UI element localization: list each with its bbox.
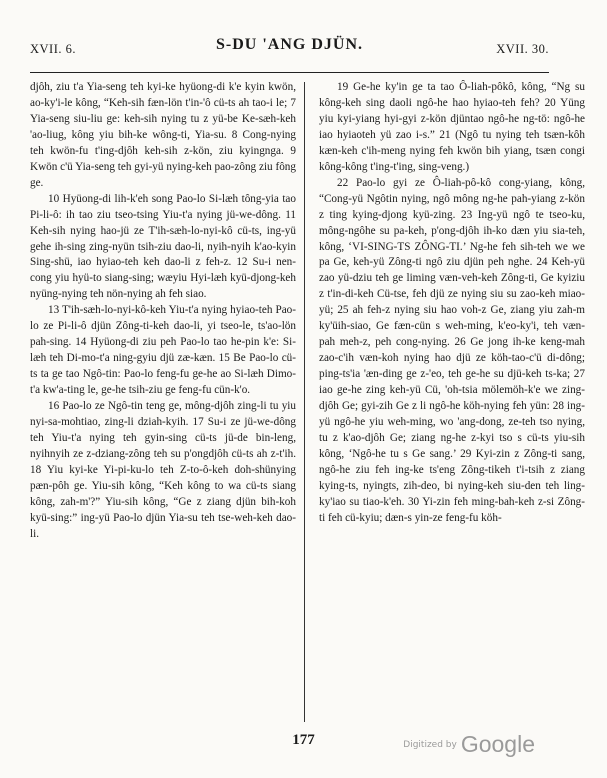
header-rule: [30, 72, 549, 73]
google-logo: Google: [460, 731, 535, 757]
digitized-by-google-watermark: [403, 731, 535, 758]
header-title: S-DU 'ANG DJÜN.: [216, 36, 363, 53]
left-column: [30, 80, 296, 722]
column-divider: [304, 82, 305, 722]
running-header: [30, 36, 549, 60]
paragraph: djôh, ziu t'a Yia-seng teh kyi-ke hyüong-di k'e kyin kwön, ao-ky'i-le kông, “Keh-sih fæn-lön t'in-'ô cü-ts ah tao-i le; 7 Yia-seng siu-liu ge: keh-sih nying tu z yü-be Ke-sæh-keh 'ao-liug, kông yiu bih-ke wông-ti, Yia-su. 8 Cong-nying teh kwön-fu t'ing-djôh keh-sih z-kön, ziu kyingnga. 9 Kwön c'ü Yia-seng teh gyi-yü nying-keh pao-zông ziu fông ge.: [30, 81, 296, 189]
header-left-ref: XVII. 6.: [30, 42, 77, 56]
paragraph: 19 Ge-he ky'in ge ta tao Ô-liah-pôkô, kông, “Ng su kông-keh sing daoli ngô-he hao hyiao-teh feh? 20 Yüng yiu kyi-yiang hyi-gyi z-kön djüntao ngô-he ng-tö: ngô-he iao hyiaoteh yü zao i-s.” 21 (Ngô tu nying teh tsæn-kôh kæn-keh c'ih-meng nying feh kwön bih yiang, tsæn congi kông-kông t'ing-t'ing, sing-veng.): [319, 81, 585, 173]
header-right-ref: XVII. 30.: [496, 42, 549, 56]
right-column: [319, 80, 585, 722]
page-number: 177: [292, 732, 315, 748]
paragraph: 16 Pao-lo ze Ngô-tin teng ge, mông-djôh zing-li tu yiu nyi-sa-mohtiao, zing-li dziah-kyih. 17 Su-i ze jü-we-dông teh Yiu-t'a nying teh gyin-sing cü-ts jü-de bin-leng, nyihnyih ze z-dziang-zông teh su p'ongdjôh cü-ts ah z-t'ih. 18 Yiu kyi-ke Yi-pi-ku-lo teh Z-to-ô-keh doh-shünying pæn-pôh ge. Yiu-sih kông, “Keh kông to wa cü-ts siang kông, zah-m'?” Yiu-sih kông, “Ge z ziang djün bih-koh kyü-sing:” ing-yü Pao-lo djün Yia-su teh tse-weh-keh dao-li.: [30, 400, 296, 540]
watermark-prefix: Digitized by: [403, 739, 457, 750]
paragraph: 13 T'ih-sæh-lo-nyi-kô-keh Yiu-t'a nying hyiao-teh Pao-lo ze Pi-li-ô djün Zông-ti-keh dao-li, yi tseo-le, ts'ao-lön pah-sing. 14 Hyüong-di ziu peh Pao-lo tao he-pin k'e: Si-læh teh Di-mo-t'a ning-gyiu djü zæ-kæn. 15 Be Pao-lo cü-ts ta ge tao Ngô-tin: Pao-lo feng-fu ge-he ao Si-læh Dimo-t'a kw'a-ting le, ge-he tsih-ziu ge feng-fu cün-k'o.: [30, 304, 296, 397]
paragraph: 22 Pao-lo gyi ze Ô-liah-pô-kô cong-yiang, kông, “Cong-yü Ngôtin nying, ngô mông ng-he pah-yiang z-kön z ting kying-djong kyü-zing. 23 Ing-yü ngô te tseo-ku, mông-ngôhe su pa-keh, p'ong-djôh ih-ko dæn yiu sia-teh, kông, ‘VI-SING-TS ZÔNG-TI.’ Ng-he feh sih-teh we we pa Ge, keh-yü Zông-ti ngô ziu djün peh nghe. 24 Keh-yü zao yü-dziu teh ge liming væn-veh-keh Zông-ti, Ge kyiziu z t'in-di-keh Cü-tse, feh djü ze nying siu su zao-keh miao-yü; 25 ah feh-z nying siu hao voh-z Ge, ziang yiu zah-m ky'üih-siao, Ge fæn-cün s weh-ming, k'eo-ky'i, teh væn-pah meh-z, peh cong-nying. 26 Ge jong ih-ke keng-mah zao-c'ih væn-koh nying hao djü ze köh-tao-c'ü di-dông; ping-ts'ia 'æn-ding ge z-'eo, teh ge-he su djü-keh ts-ka; 27 iao ge-he zing keh-yü Cü, 'oh-tsia mölemöh-k'e we zing-djôh Ge; gyi-zih Ge z li ngô-he köh-nying feh yün: 28 ing-yü ngô-he yiu weh-ming, wo 'ang-dong, ze-teh tso nying, tu z k'ao-djôh Ge; ziang ng-he z-kyi tso s cü-ts yiu-sih kông, ‘Ngô-he tu s Ge sang.’ 29 Kyi-zin z Zông-ti sang, ngô-he ziu feh ing-ke ts'eng Zông-tikeh t'i-tsih z ziang kying-ts, nyingts, zih-deo, bi nying-keh siu-den teh ling-ky'iao su tiao-k'eh. 30 Yi-zin feh ming-bah-keh z-si Zông-ti feh cü-kyiu; dæn-s yin-ze feng-fu köh-: [319, 176, 585, 524]
paragraph: 10 Hyüong-di lih-k'eh song Pao-lo Si-læh tông-yia tao Pi-li-ô: ih tao ziu tseo-tsing Yiu-t'a nying jü-we-dông. 11 Keh-sih nying hao-jü ze T'ih-sæh-lo-nyi-kô cü-ts, ing-yü gehe ih-sing zing-nyün tsih-ziu dao-li, nyih-nyih k'ao-kyin Sing-shü, iao hyiao-teh keh dao-li z feh-z. 12 Su-i nen-cong yiu hyü-to siang-sing; wæyiu Hyi-læh kyü-djong-keh nyüng-nying teh nön-nying ah feh siao.: [30, 192, 296, 301]
